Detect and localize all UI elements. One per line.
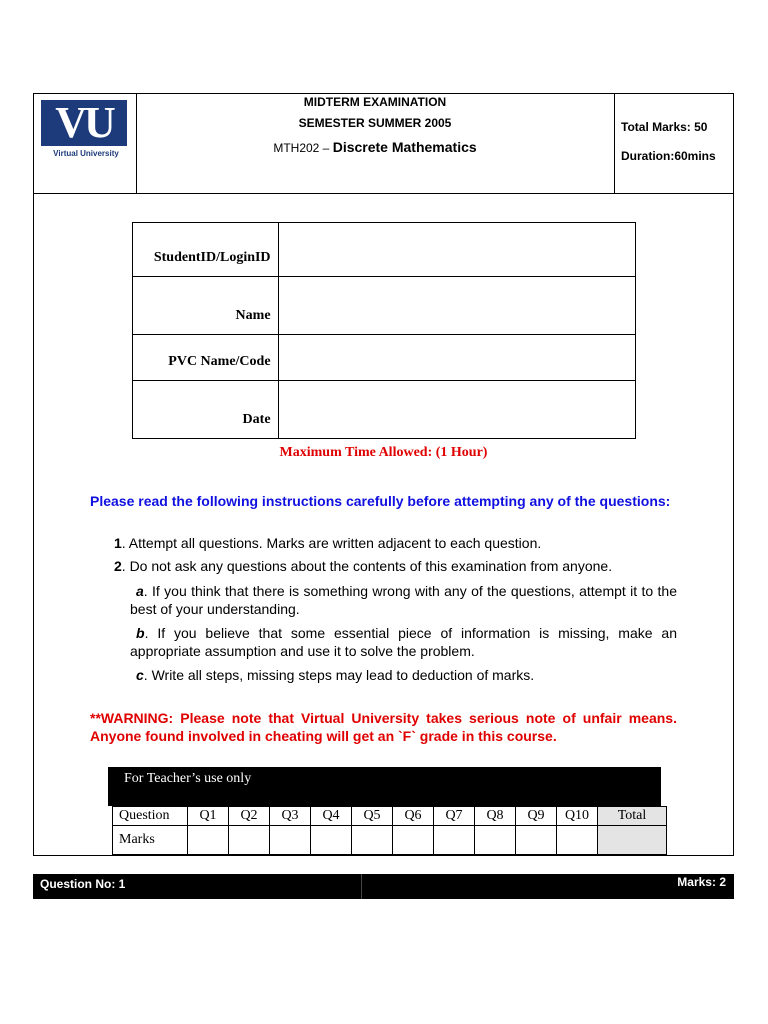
marks-cell[interactable] <box>393 826 434 855</box>
question-row-label: Question <box>113 807 188 826</box>
marks-cell[interactable] <box>270 826 311 855</box>
student-info-table <box>132 222 636 439</box>
question-header: Q2 <box>229 807 270 826</box>
logo-text: VU <box>55 98 113 147</box>
name-field[interactable] <box>278 277 635 335</box>
exam-marks-cell <box>615 94 733 193</box>
instruction-item <box>114 557 677 575</box>
instruction-subitem <box>130 624 677 660</box>
marks-cell[interactable] <box>434 826 475 855</box>
marks-cell[interactable] <box>516 826 557 855</box>
student-id-field[interactable] <box>278 223 635 277</box>
question-header: Q8 <box>475 807 516 826</box>
exam-header <box>34 94 733 194</box>
student-info-row <box>133 223 636 277</box>
instruction-subitem <box>130 666 677 684</box>
logo-cell <box>34 94 137 193</box>
instruction-text: . Do not ask any questions about the contents of this examination from anyone. <box>121 558 613 574</box>
subitem-text: . If you believe that some essential piece of information is missing, make an appropriate assumption and use it to solve the problem. <box>130 625 677 659</box>
name-label: Name <box>133 277 279 335</box>
marks-cell[interactable] <box>352 826 393 855</box>
course-code: MTH202 – <box>273 141 330 155</box>
question-header: Q9 <box>516 807 557 826</box>
subitem-text: . If you think that there is something wrong with any of the questions, attempt it to the best of your understanding. <box>130 583 677 617</box>
subitem-text: . Write all steps, missing steps may lead to deduction of marks. <box>143 667 535 683</box>
total-marks: Total Marks: 50 <box>621 120 708 134</box>
date-label: Date <box>133 381 279 439</box>
duration: Duration:60mins <box>621 149 716 163</box>
marks-cell[interactable] <box>557 826 598 855</box>
student-info-row <box>133 381 636 439</box>
student-info-row <box>133 277 636 335</box>
question-header: Q7 <box>434 807 475 826</box>
marks-table-header-row <box>113 807 667 826</box>
pvc-field[interactable] <box>278 335 635 381</box>
instruction-subitem <box>130 582 677 618</box>
instruction-number: 1 <box>114 535 122 551</box>
max-time-notice: Maximum Time Allowed: (1 Hour) <box>279 445 488 460</box>
question-header: Q3 <box>270 807 311 826</box>
question-header: Q4 <box>311 807 352 826</box>
question-marks: Marks: 2 <box>677 875 726 889</box>
subitem-letter: c <box>136 667 144 683</box>
marks-table-marks-row <box>113 826 667 855</box>
question-header: Q1 <box>188 807 229 826</box>
course-title <box>136 139 614 155</box>
subitem-letter: a <box>136 583 144 599</box>
marks-cell[interactable] <box>229 826 270 855</box>
pvc-label: PVC Name/Code <box>133 335 279 381</box>
student-info-row <box>133 335 636 381</box>
cheating-warning: **WARNING: Please note that Virtual University takes serious note of unfair means. Anyone found involved in cheating will get an `F` grade in this course. <box>90 710 677 744</box>
course-name: Discrete Mathematics <box>332 139 477 155</box>
university-logo <box>41 100 127 146</box>
marks-cell[interactable] <box>475 826 516 855</box>
question-header: Q6 <box>393 807 434 826</box>
question-header: Q5 <box>352 807 393 826</box>
instruction-item <box>114 534 677 552</box>
exam-cover-frame <box>33 93 734 856</box>
total-marks-cell[interactable] <box>598 826 667 855</box>
bar-divider <box>361 874 362 899</box>
total-header: Total <box>598 807 667 826</box>
instruction-number: 2 <box>114 558 122 574</box>
question-number: Question No: 1 <box>40 877 126 891</box>
student-id-label: StudentID/LoginID <box>133 223 279 277</box>
teacher-use-bar <box>108 767 661 806</box>
date-field[interactable] <box>278 381 635 439</box>
exam-semester: SEMESTER SUMMER 2005 <box>298 116 452 130</box>
marks-cell[interactable] <box>188 826 229 855</box>
exam-type: MIDTERM EXAMINATION <box>303 95 447 109</box>
question-header: Q10 <box>557 807 598 826</box>
marks-cell[interactable] <box>311 826 352 855</box>
subitem-letter: b <box>136 625 145 641</box>
exam-title-cell <box>136 94 615 193</box>
instruction-text: . Attempt all questions. Marks are written adjacent to each question. <box>121 535 542 551</box>
question-header-bar <box>33 874 734 899</box>
marks-table <box>112 806 667 855</box>
teacher-use-label: For Teacher’s use only <box>124 771 252 786</box>
instructions-heading: Please read the following instructions carefully before attempting any of the questions: <box>90 493 671 509</box>
logo-caption: Virtual University <box>53 149 119 158</box>
marks-row-label: Marks <box>113 826 188 855</box>
